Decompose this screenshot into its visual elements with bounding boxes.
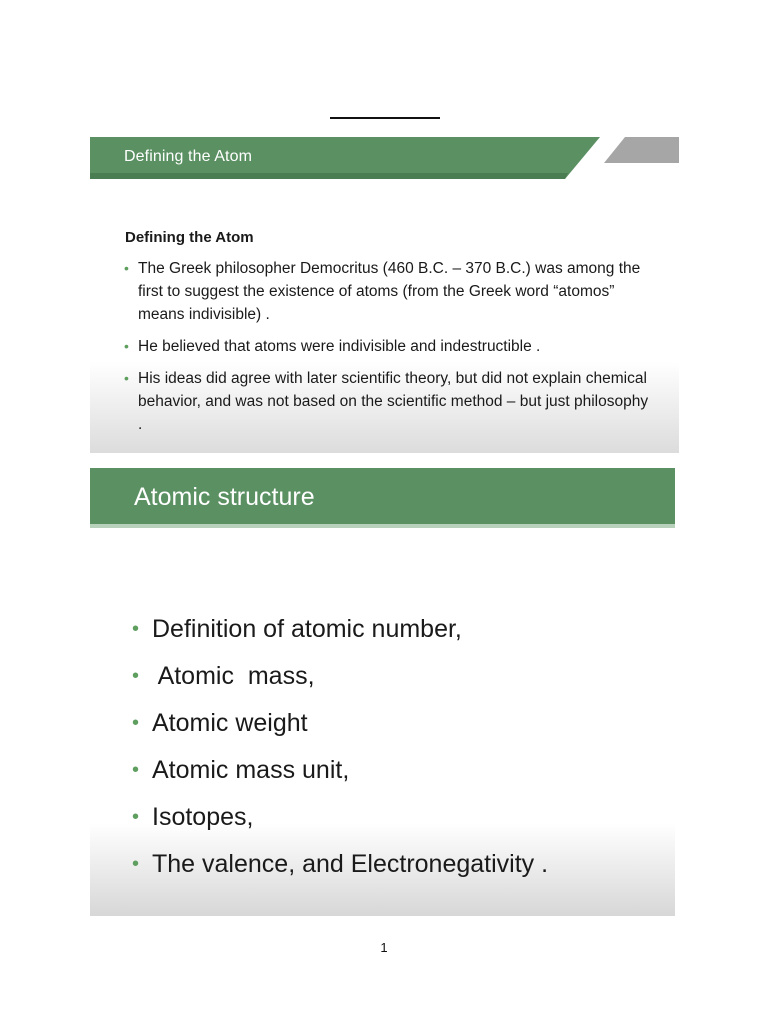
page-number: 1 xyxy=(380,940,388,955)
slide-defining-the-atom xyxy=(90,137,679,453)
bullet-icon: • xyxy=(132,665,140,687)
list-item xyxy=(124,335,654,358)
top-rule xyxy=(330,117,440,119)
list-item xyxy=(132,794,652,841)
header-gray-accent xyxy=(604,137,679,163)
bullet-icon: • xyxy=(132,759,140,781)
slide1-bullet-list xyxy=(124,257,654,445)
list-item xyxy=(132,653,652,700)
slide1-body-heading: Defining the Atom xyxy=(125,229,254,246)
bullet-icon: • xyxy=(132,806,140,828)
bullet-icon: • xyxy=(132,853,140,875)
bullet-text: The valence, and Electronegativity . xyxy=(152,850,549,878)
bullet-text: Atomic mass unit, xyxy=(152,756,350,784)
bullet-text: His ideas did agree with later scientific theory, but did not explain chemical behavior, and was not based on the scientific method – but just philosophy . xyxy=(138,370,649,433)
list-item xyxy=(132,747,652,794)
list-item xyxy=(124,367,654,436)
bullet-text: Isotopes, xyxy=(152,803,254,831)
bullet-icon: • xyxy=(132,618,140,640)
list-item xyxy=(132,841,652,888)
slide2-header-banner xyxy=(90,468,675,528)
bullet-icon: • xyxy=(124,260,129,276)
slide1-header-title: Defining the Atom xyxy=(124,148,252,165)
bullet-text: Atomic weight xyxy=(152,709,308,737)
bullet-icon: • xyxy=(132,712,140,734)
slide-atomic-structure xyxy=(90,468,675,916)
bullet-icon: • xyxy=(124,370,129,386)
list-item xyxy=(124,257,654,326)
list-item xyxy=(132,606,652,653)
bullet-icon: • xyxy=(124,338,129,354)
list-item xyxy=(132,700,652,747)
slide2-bullet-list xyxy=(132,606,652,888)
bullet-text: Definition of atomic number, xyxy=(152,615,462,643)
bullet-text: The Greek philosopher Democritus (460 B.C. – 370 B.C.) was among the first to suggest the existence of atoms (from the Greek word “atomos” means indivisible) . xyxy=(138,260,641,323)
bullet-text: Atomic mass, xyxy=(152,662,315,690)
bullet-text: He believed that atoms were indivisible and indestructible . xyxy=(138,338,541,355)
slide2-banner-title: Atomic structure xyxy=(134,483,315,511)
